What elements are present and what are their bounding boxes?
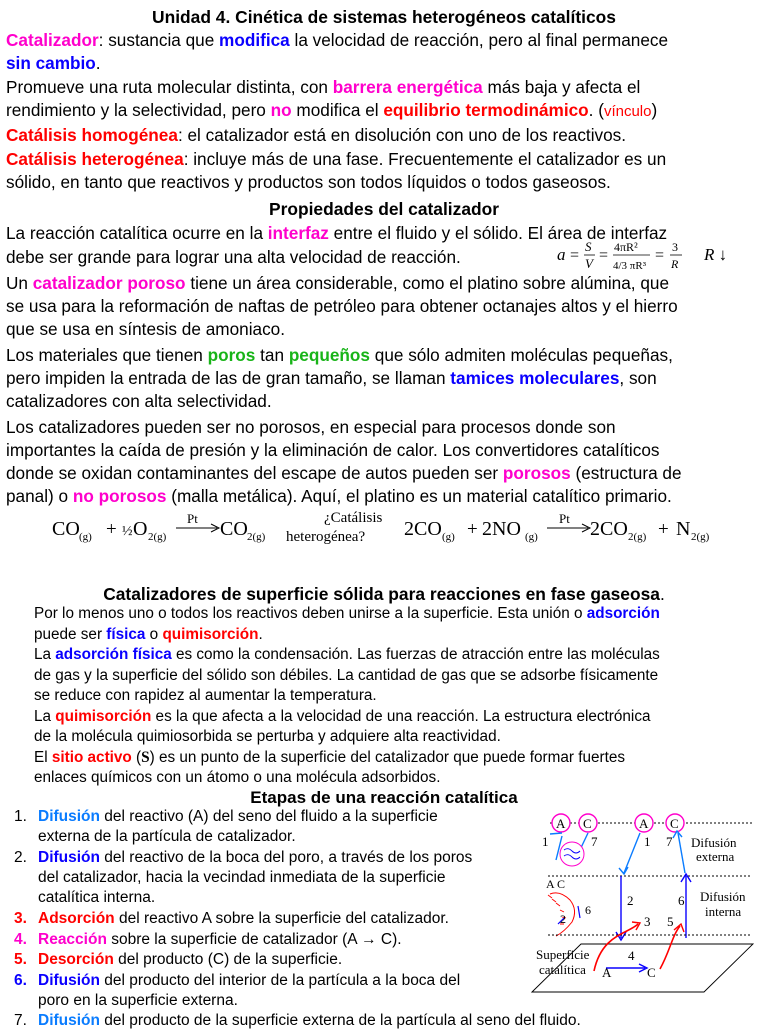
eq-co: CO [52, 518, 80, 540]
text: que sólo admiten moléculas pequeñas, [369, 345, 673, 365]
step-keyword: Reacción [38, 931, 107, 948]
molecule-a-1 [552, 814, 570, 832]
ext-label-2: externa [696, 849, 735, 864]
text: . ( [588, 100, 604, 120]
s1-line-3 [6, 272, 762, 295]
step-number: 5. [14, 951, 27, 968]
step-text [38, 807, 438, 827]
text: del reactivo A sobre la superficie del catalizador. [114, 910, 449, 927]
text: es la que afecta a la velocidad de una reacción. La estructura electrónica [151, 708, 651, 725]
eq-co-sub: (g) [79, 531, 92, 543]
text: : el catalizador está en disolución con uno de los reactivos. [177, 125, 627, 145]
text: pero impiden la entrada de las de gran tamaño, se llaman [6, 368, 451, 388]
intro-line-1 [6, 29, 762, 52]
s1-line-9: Los catalizadores pueden ser no porosos, en especial para procesos donde son [6, 417, 616, 437]
text: (estructura de [570, 463, 682, 483]
text: puede ser [34, 626, 107, 643]
label-c-surface: C [647, 965, 656, 980]
text: Un [6, 273, 33, 293]
intro-line-2 [6, 52, 762, 75]
text: modifica el [291, 100, 384, 120]
text: del reactivo (A) del seno del fluido a la superficie [100, 808, 438, 825]
label-c: C [670, 816, 679, 831]
label-a: A [556, 816, 566, 831]
label-7-mid: 7 [666, 834, 673, 849]
formula-three: 3 [672, 240, 678, 254]
term-equilibrio: equilibrio termodinámico [383, 100, 589, 120]
text: La [34, 708, 56, 725]
formula-v: V [585, 256, 593, 271]
symbol-s: S [141, 749, 150, 766]
term-porosos: porosos [502, 463, 571, 483]
step-keyword: Desorción [38, 951, 114, 968]
s2-line-1 [34, 604, 760, 625]
formula-s: S [585, 239, 592, 254]
text: . [258, 626, 263, 643]
step-text [38, 930, 402, 950]
text: del catalizador, hacia la vecindad inmediata de la superficie [38, 869, 446, 886]
text: rendimiento y la selectividad, pero [6, 100, 271, 120]
vinculo-link[interactable]: vínculo [603, 103, 652, 120]
text: poro en la superficie externa. [38, 992, 238, 1009]
text: : sustancia que [98, 30, 220, 50]
step-text [38, 971, 460, 991]
step-text [38, 950, 342, 970]
catalytic-steps-diagram [520, 806, 764, 1006]
step-keyword: Difusión [38, 849, 100, 866]
term-adsorcion: adsorción [586, 605, 660, 622]
eq-plus: + [106, 519, 117, 540]
formula-num: 4πR² [614, 240, 638, 254]
eq-plus2: + [467, 519, 478, 540]
s1-line-8: catalizadores con alta selectividad. [6, 391, 272, 411]
label-3: 3 [644, 914, 651, 929]
term-quimisorcion: quimisorción [162, 626, 259, 643]
text: . [95, 53, 101, 73]
step-number: 1. [14, 808, 27, 825]
term-modifica: modifica [219, 30, 290, 50]
text: sobre la superficie de catalizador (A → C). [106, 931, 402, 948]
label-c: C [583, 816, 592, 831]
s2-line-3 [34, 645, 760, 666]
label-2-left: 2 [560, 912, 566, 926]
step-keyword: Difusión [38, 808, 100, 825]
eq-n2: N [676, 518, 691, 540]
step-number: 4. [14, 931, 27, 948]
label-ac: A C [546, 877, 566, 891]
label-a: A [639, 816, 649, 831]
step-text [38, 848, 472, 868]
text: catalítica interna. [38, 889, 156, 906]
text: del producto de la superficie externa de la partícula al seno del fluido. [100, 1012, 581, 1029]
eq-2no-sub: (g) [525, 531, 538, 543]
text: (malla metálica). Aquí, el platino es un material catalítico primario. [166, 486, 672, 506]
eq-2co2-sub: 2(g) [628, 531, 647, 543]
text: panal) o [6, 486, 73, 506]
text: Por lo menos uno o todos los reactivos deben unirse a la superficie. Esta unión o [34, 605, 587, 622]
step-text [38, 1011, 581, 1031]
text: donde se oxidan contaminantes del escape de autos pueden ser [6, 463, 503, 483]
term-catalizador: Catalizador [6, 30, 99, 50]
eq-2co-sub: (g) [442, 531, 455, 543]
formula-eq3: = [655, 247, 665, 264]
label-a-surface: A [602, 965, 612, 980]
s2-line-8 [34, 748, 760, 769]
text: , son [619, 368, 657, 388]
text: ) [651, 100, 658, 120]
eq-question-2: heterogénea? [286, 529, 366, 545]
step-text [38, 909, 449, 929]
text: o [145, 626, 163, 643]
step-number: 3. [14, 910, 27, 927]
text: entre el fluido y el sólido. El área de interfaz [328, 223, 668, 243]
s2-line-2 [34, 625, 760, 646]
text: La reacción catalítica ocurre en la [6, 223, 268, 243]
text: tan [255, 345, 289, 365]
section-heading-etapas: Etapas de una reacción catalítica [250, 788, 518, 807]
term-catalisis-heterogenea: Catálisis heterogénea [6, 149, 184, 169]
text: ) es un punto de la superficie del catalizador que puede formar fuertes [149, 749, 625, 766]
ext-label-1: Difusión [691, 835, 737, 850]
text: Promueve una ruta molecular distinta, con [6, 77, 333, 97]
s2-line-9: enlaces químicos con un átomo o una molécula adsorbidos. [34, 769, 441, 786]
label-4: 4 [628, 948, 635, 963]
eq-question-1: ¿Catálisis [324, 510, 383, 526]
label-1-left: 1 [542, 834, 549, 849]
term-no-porosos: no porosos [72, 486, 167, 506]
label-6-mid: 6 [678, 893, 685, 908]
eq-o-sub: 2(g) [148, 531, 167, 543]
formula-r-down: R ↓ [704, 245, 728, 264]
s2-line-6 [34, 707, 760, 728]
eq-pt2: Pt [559, 511, 570, 526]
text: Los materiales que tienen [6, 345, 208, 365]
term-poros: poros [207, 345, 256, 365]
text: Catalizadores de superficie sólida para reacciones en fase gaseosa [103, 584, 660, 604]
term-catalizador-poroso: catalizador poroso [32, 273, 186, 293]
eq-plus3: + [658, 519, 669, 540]
label-1-mid: 1 [644, 834, 651, 849]
text: es como la condensación. Las fuerzas de atracción entre las moléculas [171, 646, 660, 663]
eq-co2: CO [220, 518, 248, 540]
area-formula [556, 238, 756, 272]
s1-line-11 [6, 462, 762, 485]
molecule-c-1 [579, 814, 597, 832]
intro-line-5 [6, 124, 762, 147]
eq-2co: 2CO [404, 518, 442, 540]
label-6-left: 6 [585, 903, 591, 917]
eq-n2-sub: 2(g) [691, 531, 710, 543]
step-number: 7. [14, 1012, 27, 1029]
eq-o: O [133, 518, 148, 540]
step-keyword: Adsorción [38, 910, 115, 927]
molecule-a-2 [635, 814, 653, 832]
s1-line-7 [6, 367, 762, 390]
int-label-2: interna [705, 904, 742, 919]
step-keyword: Difusión [38, 972, 100, 989]
text: del producto (C) de la superficie. [113, 951, 343, 968]
formula-r: R [671, 257, 679, 271]
intro-line-3 [6, 76, 762, 99]
text: La [34, 646, 56, 663]
intro-line-7: sólido, en tanto que reactivos y productos son todos líquidos o todos gaseosos. [6, 172, 611, 192]
s1-line-6 [6, 344, 762, 367]
term-catalisis-homogenea: Catálisis homogénea [6, 125, 178, 145]
step-number: 6. [14, 972, 27, 989]
eq-2no: 2NO [482, 518, 521, 540]
term-no: no [270, 100, 292, 120]
s1-line-2: debe ser grande para lograr una alta velocidad de reacción. [6, 247, 461, 267]
intro-line-6 [6, 148, 762, 171]
text: El [34, 749, 52, 766]
surface-label-1: Superficie [536, 947, 590, 962]
s1-line-5: que se usa en síntesis de amoniaco. [6, 319, 285, 339]
label-7-left: 7 [591, 834, 598, 849]
int-label-1: Difusión [700, 889, 746, 904]
text: tiene un área considerable, como el platino sobre alúmina, que [185, 273, 670, 293]
formula-eq1: = [570, 247, 580, 264]
s1-line-10: importantes la caída de presión y la eliminación de calor. Los convertidores catalíticos [6, 440, 660, 460]
surface-label-2: catalítica [539, 962, 586, 977]
s2-line-4: de gas y la superficie del sólido son débiles. La cantidad de gas que se adsorbe físicamente [34, 667, 659, 684]
reaction-equations [50, 506, 730, 550]
formula-eq2: = [599, 247, 609, 264]
term-sitio-activo: sitio activo [51, 749, 132, 766]
term-quimisorcion-2: quimisorción [55, 708, 152, 725]
step-number: 2. [14, 849, 27, 866]
intro-line-4 [6, 99, 762, 123]
term-fisica: física [106, 626, 146, 643]
text: externa de la partícula de catalizador. [38, 828, 296, 845]
label-5: 5 [667, 914, 674, 929]
term-interfaz: interfaz [267, 223, 329, 243]
text: . [659, 584, 665, 604]
s2-line-7: de la molécula quimiosorbida se perturba y adquiere alta reactividad. [34, 728, 501, 745]
s1-line-4: se usa para la reformación de naftas de petróleo para obtener octanajes altos y el hierro [6, 296, 678, 316]
eq-half: ½ [122, 524, 133, 539]
text: : incluye más de una fase. Frecuentemente el catalizador es un [183, 149, 667, 169]
text: del reactivo de la boca del poro, a través de los poros [100, 849, 473, 866]
term-tamices: tamices moleculares [450, 368, 620, 388]
eq-2co2: 2CO [590, 518, 628, 540]
eq-co2-sub: 2(g) [247, 531, 266, 543]
text: más baja y afecta el [482, 77, 641, 97]
term-pequenos: pequeños [288, 345, 370, 365]
s2-line-5: se reduce con rapidez al aumentar la temperatura. [34, 687, 377, 704]
s1-line-12 [6, 485, 762, 508]
text: ( [131, 749, 142, 766]
term-sin-cambio: sin cambio [6, 53, 96, 73]
formula-den: 4/3 πR³ [613, 260, 646, 272]
eq-pt1: Pt [187, 511, 198, 526]
step-keyword: Difusión [38, 1012, 100, 1029]
molecule-c-2 [666, 814, 684, 832]
term-adsorcion-fisica: adsorción física [55, 646, 172, 663]
term-barrera-energetica: barrera energética [332, 77, 483, 97]
label-2-mid: 2 [627, 893, 634, 908]
text: la velocidad de reacción, pero al final permanece [289, 30, 669, 50]
section-heading-propiedades: Propiedades del catalizador [268, 199, 500, 219]
page-title: Unidad 4. Cinética de sistemas heterogéneos catalíticos [152, 7, 616, 27]
text: del producto del interior de la partícula a la boca del [100, 972, 461, 989]
formula-a: a [557, 245, 566, 264]
section-heading-superficie [0, 584, 768, 605]
